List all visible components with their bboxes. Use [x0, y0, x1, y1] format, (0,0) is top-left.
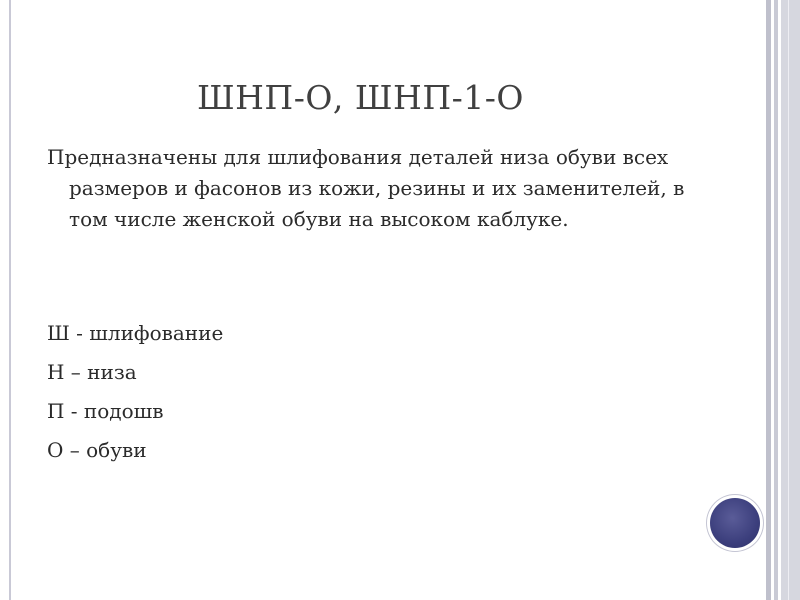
left-frame-line: [9, 0, 11, 600]
slide-title: ШНП-О, ШНП-1-О: [197, 78, 524, 117]
list-item: Ш - шлифование: [47, 321, 224, 345]
decorative-circle-icon: [710, 498, 760, 548]
slide-body: [47, 142, 727, 235]
list-item: Н – низа: [47, 360, 137, 384]
description-paragraph: Предназначены для шлифования деталей низа обуви всех размеров и фасонов из кожи, резины и их заменителей, в том числе женской обуви на высоком каблуке.: [47, 145, 685, 231]
decorative-stripe: [788, 0, 789, 600]
list-item: П - подошв: [47, 399, 164, 423]
list-item: О – обуви: [47, 438, 147, 462]
abbreviation-list: [47, 318, 223, 474]
decorative-stripe: [781, 0, 800, 600]
